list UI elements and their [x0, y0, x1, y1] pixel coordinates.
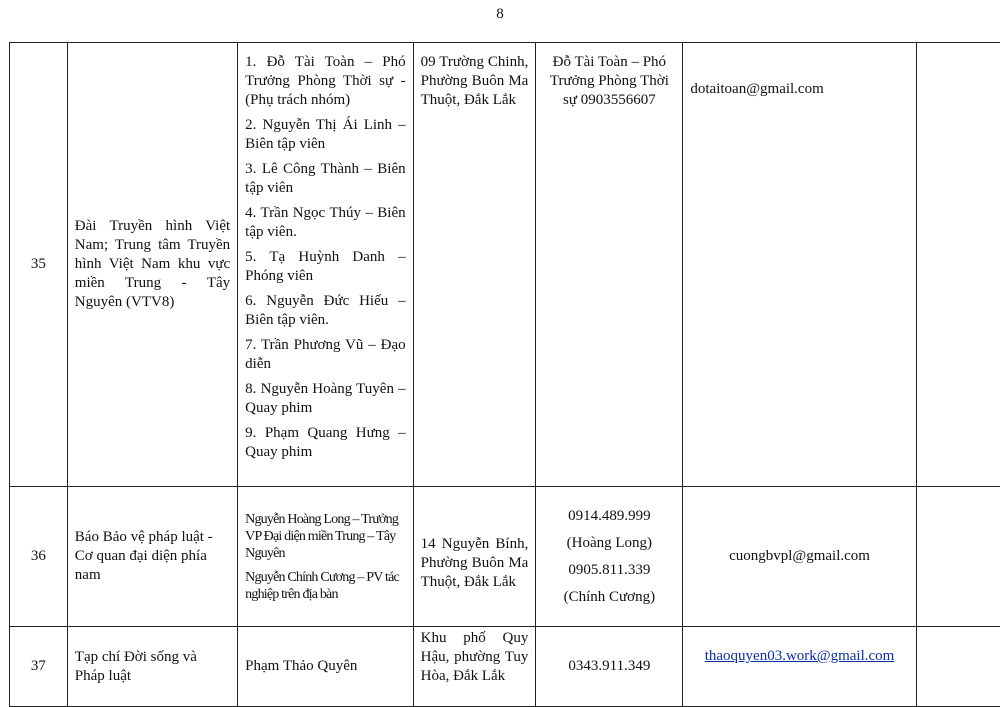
address-text: Khu phố Quy Hậu, phường Tuy Hòa, Đắk Lắk	[414, 627, 536, 686]
empty-cell	[916, 43, 1000, 487]
person-entry: 3. Lê Công Thành – Biên tập viên	[245, 160, 405, 198]
person-entry: 8. Nguyễn Hoàng Tuyên – Quay phim	[245, 380, 405, 418]
phone-line: 0914.489.999	[543, 503, 675, 530]
person-entry: 1. Đỗ Tài Toàn – Phó Trưởng Phòng Thời sự - (Phụ trách nhóm)	[245, 53, 405, 110]
unit-name: Tạp chí Đời sống và Pháp luật	[68, 648, 237, 686]
table-row	[10, 43, 1000, 487]
person-entry: 9. Phạm Quang Hưng – Quay phim	[245, 424, 405, 462]
contact-table	[9, 42, 1000, 707]
address-cell	[413, 43, 536, 487]
table-row	[10, 487, 1000, 627]
unit-name: Đài Truyền hình Việt Nam; Trung tâm Truyền hình Việt Nam khu vực miền Trung - Tây Nguyên (VTV8)	[68, 217, 237, 312]
email-cell	[683, 627, 916, 707]
email-text[interactable]: dotaitoan@gmail.com	[683, 43, 915, 99]
people-cell	[238, 627, 413, 707]
empty-cell	[916, 487, 1000, 627]
person-entry: 4. Trần Ngọc Thúy – Biên tập viên.	[245, 204, 405, 242]
page-number: 8	[0, 6, 1000, 23]
people-cell	[238, 487, 413, 627]
people-cell	[238, 43, 413, 487]
row-number: 37	[10, 627, 68, 707]
address-cell	[413, 487, 536, 627]
unit-cell	[67, 487, 237, 627]
phone-text: 0343.911.349	[536, 657, 682, 676]
row-number: 36	[10, 487, 68, 627]
phone-text: Đỗ Tài Toàn – Phó Trưởng Phòng Thời sự 0903556607	[536, 43, 682, 110]
person-entry: Phạm Thảo Quyên	[238, 657, 412, 676]
row-number: 35	[10, 43, 68, 487]
phone-line: (Hoàng Long)	[543, 530, 675, 557]
phone-cell	[536, 487, 683, 627]
email-text[interactable]: cuongbvpl@gmail.com	[683, 547, 915, 566]
person-entry: 6. Nguyễn Đức Hiếu – Biên tập viên.	[245, 292, 405, 330]
person-entry: 5. Tạ Huỳnh Danh – Phóng viên	[245, 248, 405, 286]
person-entry: 2. Nguyễn Thị Ái Linh – Biên tập viên	[245, 116, 405, 154]
unit-name: Báo Bảo vệ pháp luật - Cơ quan đại diện phía nam	[68, 528, 237, 585]
empty-cell	[916, 627, 1000, 707]
person-entry: Nguyễn Chính Cương – PV tác nghiệp trên địa bàn	[245, 569, 405, 603]
phone-line: 0905.811.339	[543, 557, 675, 584]
person-entry: Nguyễn Hoàng Long – Trưởng VP Đại diện miền Trung – Tây Nguyên	[245, 511, 405, 562]
email-link[interactable]: thaoquyen03.work@gmail.com	[705, 648, 895, 664]
unit-cell	[67, 43, 237, 487]
address-text: 14 Nguyễn Bính, Phường Buôn Ma Thuột, Đắk Lắk	[414, 521, 536, 592]
phone-cell	[536, 627, 683, 707]
email-cell	[683, 487, 916, 627]
address-text: 09 Trường Chinh, Phường Buôn Ma Thuột, Đắk Lắk	[414, 43, 536, 110]
unit-cell	[67, 627, 237, 707]
phone-line: (Chính Cương)	[543, 584, 675, 611]
email-cell	[683, 43, 916, 487]
phone-cell	[536, 43, 683, 487]
table-row	[10, 627, 1000, 707]
address-cell	[413, 627, 536, 707]
person-entry: 7. Trần Phương Vũ – Đạo diễn	[245, 336, 405, 374]
